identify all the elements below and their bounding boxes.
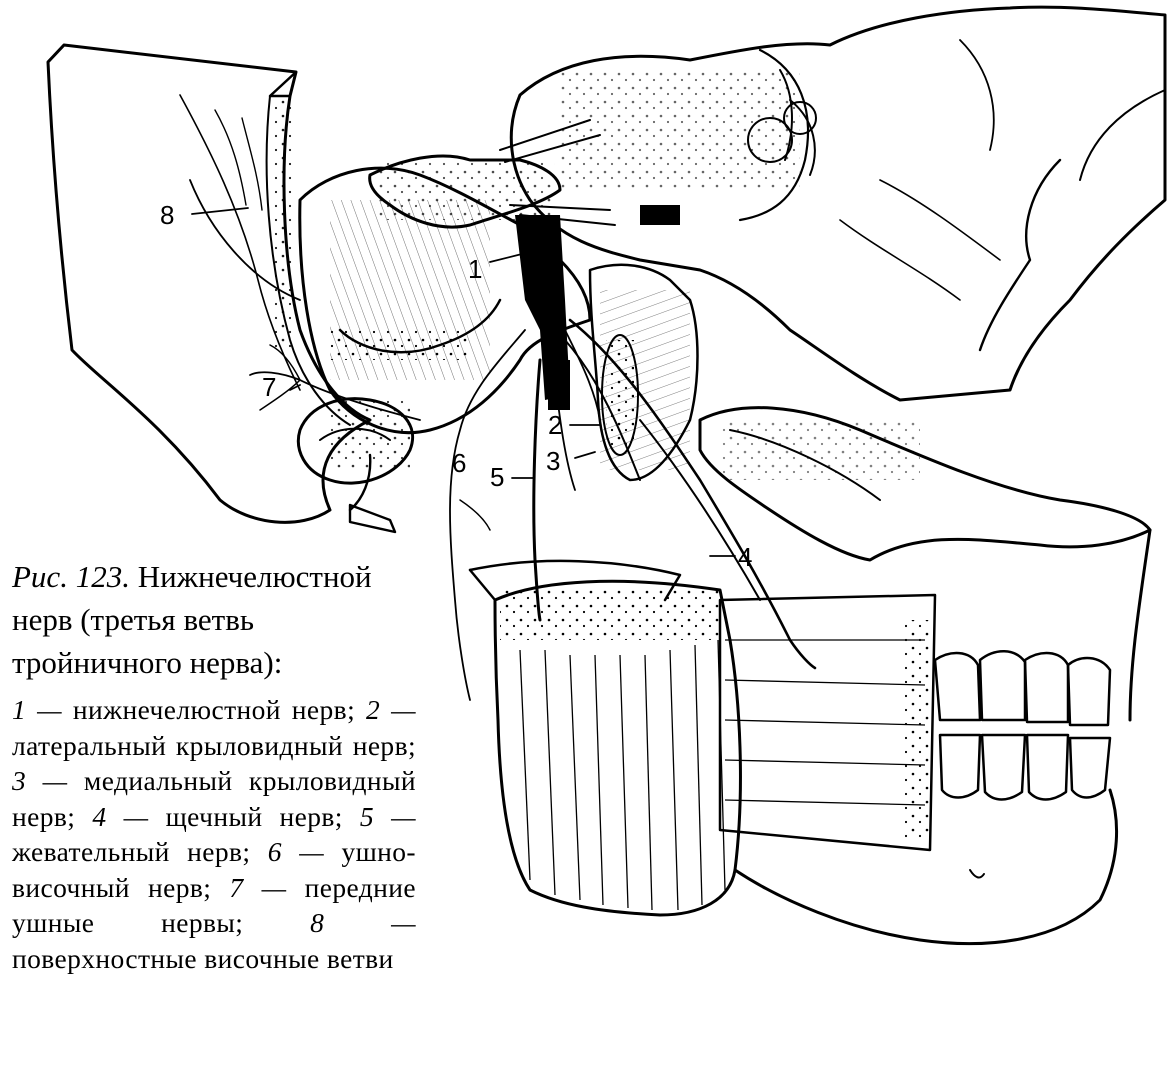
legend-text: латеральный крыловидный нерв; — [12, 729, 416, 761]
legend-number: 2 — [366, 694, 381, 725]
legend-number: 8 — [310, 907, 325, 938]
teeth — [935, 651, 1110, 799]
masseter-muscle — [470, 561, 740, 915]
callout-8: 8 — [160, 200, 175, 230]
legend-item: 4 — щечный нерв; — [92, 800, 343, 832]
legend-text: поверхностные височные ветви — [12, 942, 394, 974]
legend-item: 6 — ушно-височный нерв; — [12, 836, 416, 903]
zygomatic-arch — [700, 408, 1150, 560]
legend-text: передние ушные нервы; — [12, 871, 416, 938]
legend-item: 3 — медиальный крыловидный нерв; — [12, 765, 416, 832]
legend-text: нижнечелюстной нерв; — [72, 694, 356, 725]
caption-legend — [12, 692, 416, 976]
figure-label: Рис. 123. — [12, 559, 130, 594]
callout-1: 1 — [468, 254, 483, 284]
figure-caption — [12, 555, 416, 976]
legend-number: 4 — [92, 800, 107, 832]
legend-number: 5 — [359, 800, 375, 832]
mandible — [735, 530, 1150, 944]
callout-7: 7 — [262, 372, 277, 402]
legend-number: 1 — [12, 694, 27, 725]
legend-item: 5 — жевательный нерв; — [12, 800, 416, 867]
legend-text: щечный нерв; — [165, 800, 343, 832]
legend-text: ушно-височный нерв; — [12, 836, 416, 903]
callout-4: 4 — [738, 542, 753, 572]
legend-item: 1 — нижнечелюстной нерв; — [12, 694, 356, 725]
legend-number: 6 — [267, 836, 282, 867]
buccinator-muscle — [720, 595, 935, 850]
callout-3: 3 — [546, 446, 561, 476]
legend-number: 3 — [12, 765, 27, 796]
legend-item: 8 — поверхностные височные ветви — [12, 907, 416, 974]
callout-6: 6 — [452, 448, 467, 478]
callout-2: 2 — [548, 410, 563, 440]
legend-item: 2 — латеральный крыловидный нерв; — [12, 694, 416, 761]
skin-flap — [48, 45, 370, 522]
callout-5: 5 — [490, 462, 505, 492]
legend-number: 7 — [229, 871, 244, 903]
caption-title-text: Нижнечелюстной нерв (третья ветвь тройничного нерва): — [12, 559, 372, 680]
legend-text: медиальный крыловидный нерв; — [12, 765, 416, 832]
legend-text: жевательный нерв; — [12, 836, 251, 867]
caption-title — [12, 555, 416, 684]
legend-item: 7 — передние ушные нервы; — [12, 871, 416, 938]
